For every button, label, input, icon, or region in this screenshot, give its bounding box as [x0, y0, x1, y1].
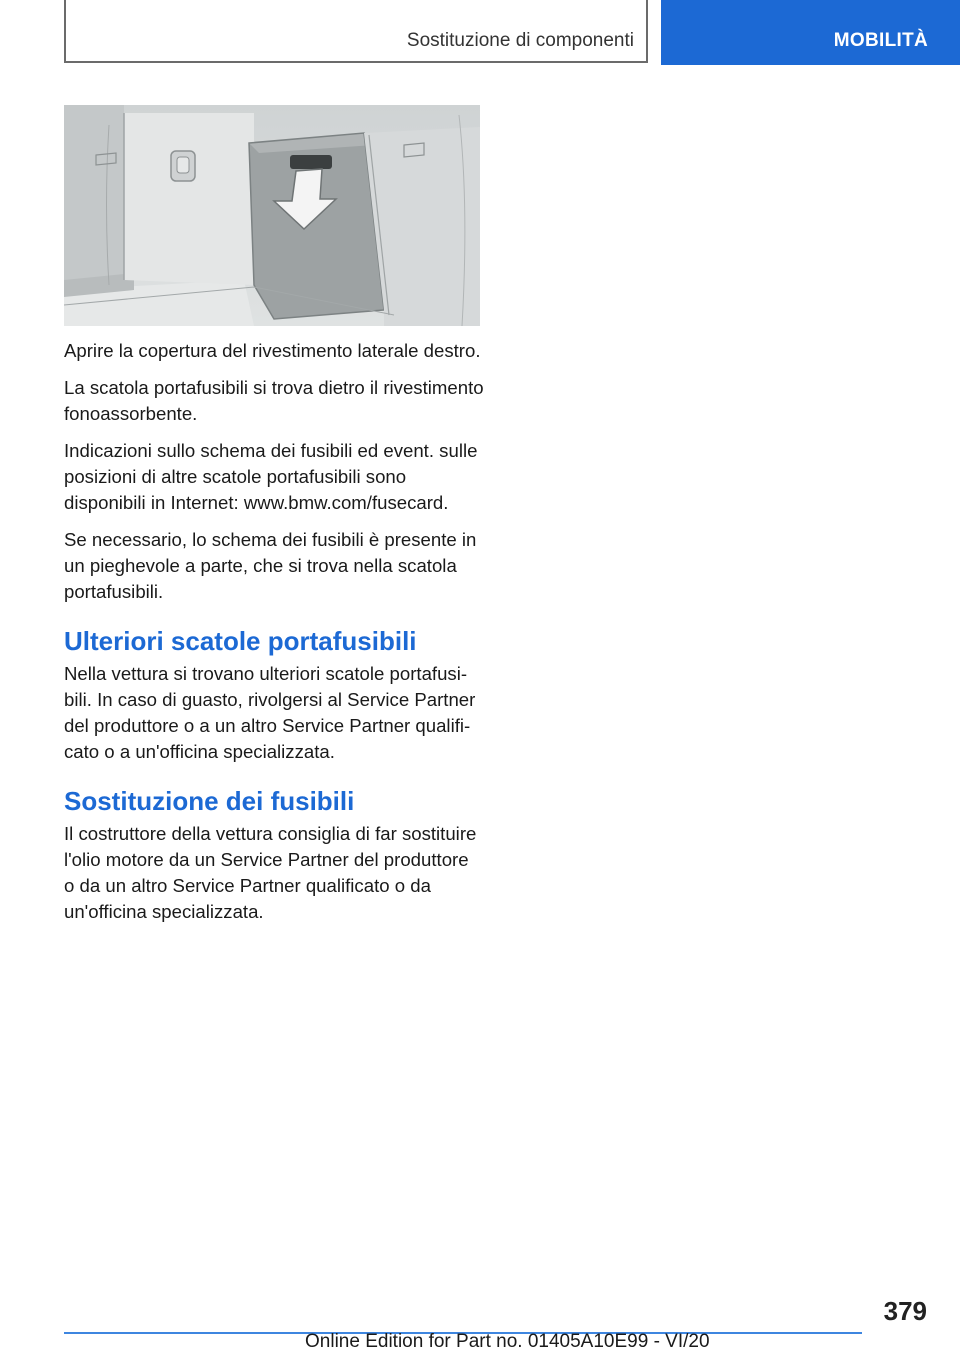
paragraph: Nella vettura si trovano ulteriori scatole portafusibili. In caso di guasto, rivolgersi al Service Partner del produttore o a un altro Service Partner qualificato o a un'officina specializzata. [64, 663, 476, 762]
trunk-illustration [64, 105, 480, 326]
paragraph: Aprire la copertura del rivestimento laterale destro. [64, 340, 481, 361]
content-column [64, 338, 484, 936]
page-number: 379 [883, 1296, 927, 1326]
chapter-tab-label: MOBILITÀ [833, 30, 928, 51]
header-section-box [64, 0, 648, 63]
paragraph: La scatola portafusibili si trova dietro il rivestimento fonoassorbente. [64, 377, 484, 424]
section-title: Sostituzione di componenti [406, 30, 634, 51]
heading-ulteriori-scatole: Ulteriori scatole portafusibili [64, 626, 417, 656]
paragraph: Il costruttore della vettura consiglia di far sostituire l'olio motore da un Service Partner del produttore o da un altro Service Partner qualificato o da un'officina specializzata. [64, 823, 477, 922]
paragraph: Se necessario, lo schema dei fusibili è presente in un pieghevole a parte, che si trova nella scatola portafusibili. [64, 529, 477, 602]
edition-footer: Online Edition for Part no. 01405A10E99 - VI/20 [305, 1331, 710, 1352]
chapter-tab [661, 0, 960, 65]
paragraph: Indicazioni sullo schema dei fusibili ed event. sulle posizioni di altre scatole portafusibili sono disponibili in Internet: www.bmw.com/fusecard. [64, 440, 478, 513]
heading-sostituzione-fusibili: Sostituzione dei fusibili [64, 786, 355, 816]
